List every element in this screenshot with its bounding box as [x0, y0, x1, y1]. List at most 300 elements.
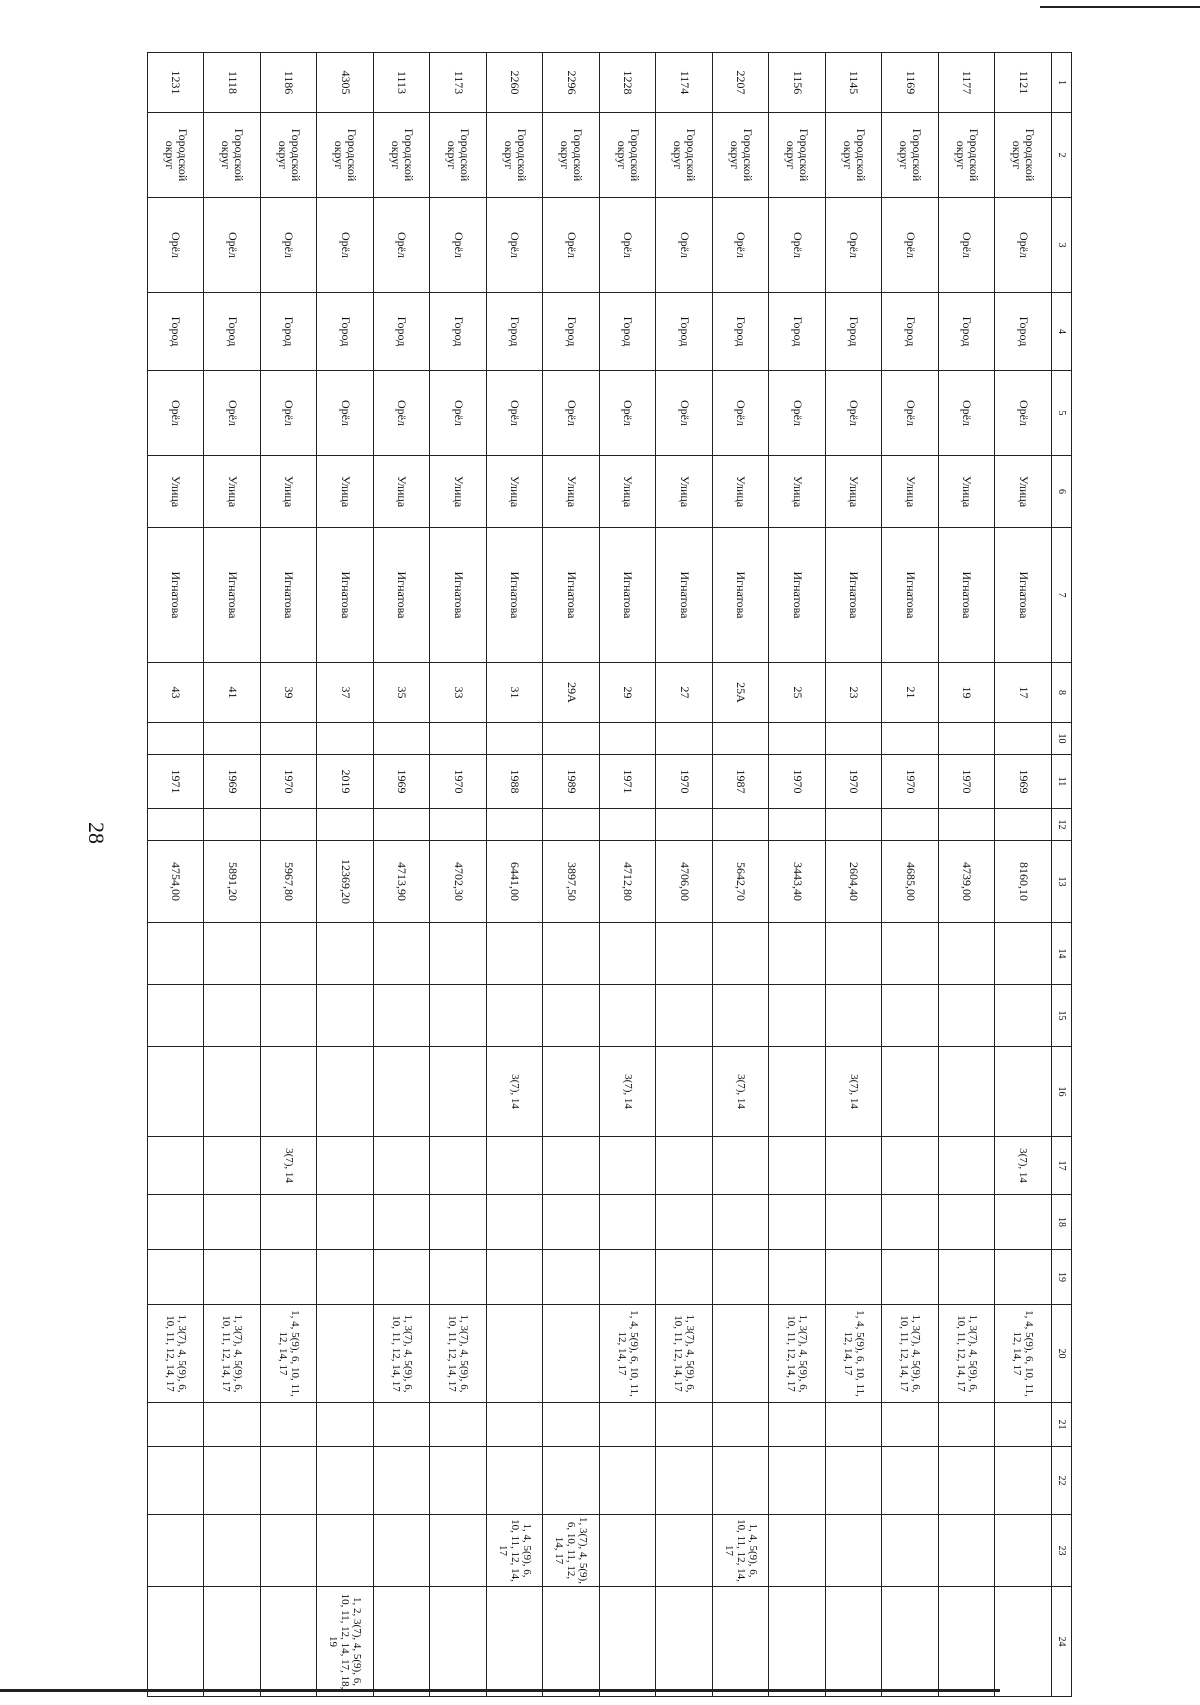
table-cell: Игнатова	[543, 528, 600, 663]
table-cell	[939, 1447, 996, 1515]
table-cell: Городской округ	[430, 113, 487, 198]
table-cell: 4754,00	[148, 841, 205, 923]
rotated-table-container	[148, 52, 1072, 1690]
table-cell: Улица	[882, 456, 939, 528]
table-cell	[656, 723, 713, 755]
table-cell: Игнатова	[374, 528, 431, 663]
table-cell: 17	[995, 663, 1052, 723]
table-cell: 1, 4, 5(9), 6, 10, 11, 12, 14, 17	[995, 1305, 1052, 1403]
table-cell	[882, 1515, 939, 1587]
table-cell: 3(7), 14	[261, 1137, 318, 1195]
table-cell	[939, 985, 996, 1047]
table-cell	[600, 723, 657, 755]
table-row	[374, 53, 431, 1697]
table-row	[656, 53, 713, 1697]
table-cell: 1, 4, 5(9), 6, 10, 11, 12, 14, 17	[600, 1305, 657, 1403]
table-cell: 1969	[204, 755, 261, 809]
table-cell	[543, 809, 600, 841]
table-cell: 1156	[769, 53, 826, 113]
table-row	[148, 53, 205, 1697]
table-cell: Орёл	[204, 371, 261, 456]
table-cell	[713, 985, 770, 1047]
table-cell	[826, 1403, 883, 1447]
table-cell	[826, 1137, 883, 1195]
table-cell	[769, 1447, 826, 1515]
column-number-row	[1052, 53, 1072, 1697]
column-number-cell: 3	[1052, 198, 1072, 293]
table-cell	[374, 985, 431, 1047]
table-cell	[543, 1305, 600, 1403]
table-cell	[543, 923, 600, 985]
table-cell	[769, 1403, 826, 1447]
table-cell	[713, 809, 770, 841]
table-cell	[543, 1137, 600, 1195]
table-cell	[713, 1195, 770, 1250]
table-cell: 1989	[543, 755, 600, 809]
table-cell: Город	[430, 293, 487, 371]
table-cell	[600, 1403, 657, 1447]
table-cell: Город	[713, 293, 770, 371]
column-number-cell: 1	[1052, 53, 1072, 113]
table-cell	[374, 1195, 431, 1250]
table-row	[713, 53, 770, 1697]
column-number-cell: 19	[1052, 1250, 1072, 1305]
table-cell: Город	[261, 293, 318, 371]
table-cell	[148, 1195, 205, 1250]
table-cell: Игнатова	[600, 528, 657, 663]
table-cell	[995, 985, 1052, 1047]
table-cell: 1, 3(7), 4, 5(9), 6, 10, 11, 12, 14, 17	[148, 1305, 205, 1403]
table-cell: Орёл	[939, 371, 996, 456]
table-cell	[939, 1403, 996, 1447]
column-number-cell: 4	[1052, 293, 1072, 371]
table-cell: Орёл	[543, 198, 600, 293]
table-cell	[939, 1137, 996, 1195]
table-cell: Городской округ	[317, 113, 374, 198]
table-cell	[939, 1195, 996, 1250]
table-cell	[430, 923, 487, 985]
table-cell	[995, 1403, 1052, 1447]
table-cell	[882, 1587, 939, 1697]
table-cell: 3(7), 14	[995, 1137, 1052, 1195]
table-cell: 4706,00	[656, 841, 713, 923]
table-cell: Улица	[600, 456, 657, 528]
table-cell	[826, 723, 883, 755]
table-cell	[826, 1447, 883, 1515]
table-cell	[656, 1137, 713, 1195]
table-row	[769, 53, 826, 1697]
table-cell: 4739,00	[939, 841, 996, 923]
table-cell	[769, 809, 826, 841]
table-cell: Город	[656, 293, 713, 371]
table-cell: Орёл	[317, 371, 374, 456]
table-cell: 2019	[317, 755, 374, 809]
table-cell	[261, 1587, 318, 1697]
table-cell	[430, 1403, 487, 1447]
table-cell	[204, 1047, 261, 1137]
table-cell	[317, 1250, 374, 1305]
table-cell: Орёл	[769, 371, 826, 456]
table-row	[543, 53, 600, 1697]
table-cell: Улица	[487, 456, 544, 528]
table-cell	[374, 1250, 431, 1305]
table-cell: Городской округ	[374, 113, 431, 198]
table-cell: Городской округ	[826, 113, 883, 198]
table-cell	[656, 1515, 713, 1587]
table-cell: 1, 3(7), 4, 5(9), 6, 10, 11, 12, 14, 17	[656, 1305, 713, 1403]
table-cell: Орёл	[995, 198, 1052, 293]
table-cell: 1, 4, 5(9), 6, 10, 11, 12, 14, 17	[487, 1515, 544, 1587]
table-cell	[769, 1587, 826, 1697]
table-cell	[713, 1587, 770, 1697]
table-cell: 1970	[939, 755, 996, 809]
table-cell	[148, 923, 205, 985]
table-cell: 25	[769, 663, 826, 723]
table-cell: 3(7), 14	[487, 1047, 544, 1137]
table-cell	[261, 923, 318, 985]
table-cell	[148, 985, 205, 1047]
table-cell: Игнатова	[882, 528, 939, 663]
table-cell: Орёл	[600, 198, 657, 293]
column-number-cell: 5	[1052, 371, 1072, 456]
table-cell	[317, 923, 374, 985]
column-number-cell: 13	[1052, 841, 1072, 923]
table-cell	[995, 1447, 1052, 1515]
table-cell: Улица	[769, 456, 826, 528]
table-cell	[204, 1515, 261, 1587]
table-cell: 3(7), 14	[713, 1047, 770, 1137]
table-cell: 1145	[826, 53, 883, 113]
housing-register-table	[147, 52, 1072, 1697]
table-cell: 2260	[487, 53, 544, 113]
table-cell: Орёл	[317, 198, 374, 293]
table-cell: Орёл	[148, 198, 205, 293]
table-cell: 4685,00	[882, 841, 939, 923]
table-cell	[148, 1250, 205, 1305]
table-cell	[261, 809, 318, 841]
table-cell	[600, 1515, 657, 1587]
table-cell	[826, 1587, 883, 1697]
table-cell: 1231	[148, 53, 205, 113]
table-cell	[317, 1403, 374, 1447]
table-cell	[261, 1403, 318, 1447]
table-cell	[374, 1515, 431, 1587]
table-cell: Городской округ	[713, 113, 770, 198]
table-cell: Орёл	[939, 198, 996, 293]
table-cell	[148, 1403, 205, 1447]
table-cell: Орёл	[656, 371, 713, 456]
table-cell	[882, 1047, 939, 1137]
table-row	[204, 53, 261, 1697]
table-cell: Игнатова	[826, 528, 883, 663]
table-cell	[487, 809, 544, 841]
table-cell: Городской округ	[148, 113, 205, 198]
table-cell	[769, 1250, 826, 1305]
column-number-cell: 15	[1052, 985, 1072, 1047]
table-cell: 1, 4, 5(9), 6, 10, 11, 12, 14, 17	[826, 1305, 883, 1403]
table-cell	[826, 1250, 883, 1305]
table-cell: Улица	[543, 456, 600, 528]
table-cell: Игнатова	[713, 528, 770, 663]
table-cell: 3(7), 14	[600, 1047, 657, 1137]
table-cell: Орёл	[882, 198, 939, 293]
table-cell: 1177	[939, 53, 996, 113]
column-number-cell: 12	[1052, 809, 1072, 841]
table-cell: 4702,30	[430, 841, 487, 923]
table-cell: Город	[487, 293, 544, 371]
table-cell	[769, 985, 826, 1047]
table-cell	[939, 1250, 996, 1305]
table-cell	[487, 923, 544, 985]
table-cell	[826, 985, 883, 1047]
table-cell: 1118	[204, 53, 261, 113]
table-row	[882, 53, 939, 1697]
table-cell: 33	[430, 663, 487, 723]
table-row	[995, 53, 1052, 1697]
table-cell: Городской округ	[261, 113, 318, 198]
table-cell: 1987	[713, 755, 770, 809]
table-cell: Город	[600, 293, 657, 371]
table-cell: 1228	[600, 53, 657, 113]
table-cell: Городской округ	[600, 113, 657, 198]
table-cell	[487, 1250, 544, 1305]
table-cell	[148, 1515, 205, 1587]
table-cell	[713, 1447, 770, 1515]
table-cell	[939, 923, 996, 985]
table-cell	[430, 1047, 487, 1137]
table-cell	[600, 923, 657, 985]
table-row	[600, 53, 657, 1697]
table-cell	[656, 1403, 713, 1447]
table-cell: 4713,90	[374, 841, 431, 923]
table-cell	[600, 1195, 657, 1250]
table-cell: 2296	[543, 53, 600, 113]
table-cell	[487, 1587, 544, 1697]
table-row	[826, 53, 883, 1697]
table-cell	[600, 985, 657, 1047]
table-cell	[600, 1587, 657, 1697]
table-cell: Городской округ	[939, 113, 996, 198]
table-cell	[148, 1047, 205, 1137]
column-number-cell: 10	[1052, 723, 1072, 755]
table-cell	[430, 809, 487, 841]
table-cell	[656, 1447, 713, 1515]
scan-top-edge-line	[1040, 6, 1200, 8]
table-cell: 1971	[148, 755, 205, 809]
table-cell: Орёл	[148, 371, 205, 456]
table-cell	[656, 1250, 713, 1305]
table-cell	[713, 923, 770, 985]
table-cell	[939, 723, 996, 755]
table-cell	[826, 923, 883, 985]
table-cell	[882, 1137, 939, 1195]
table-cell	[882, 1250, 939, 1305]
table-cell	[374, 1587, 431, 1697]
column-number-cell: 21	[1052, 1403, 1072, 1447]
table-cell	[204, 809, 261, 841]
table-cell: Город	[204, 293, 261, 371]
table-cell: Игнатова	[995, 528, 1052, 663]
table-cell: Орёл	[430, 371, 487, 456]
table-cell	[430, 985, 487, 1047]
table-cell	[374, 1403, 431, 1447]
table-cell	[261, 1447, 318, 1515]
table-cell: 41	[204, 663, 261, 723]
table-cell	[430, 723, 487, 755]
table-cell	[600, 809, 657, 841]
table-cell	[487, 1137, 544, 1195]
table-cell: Городской округ	[204, 113, 261, 198]
table-cell: Город	[939, 293, 996, 371]
column-number-cell: 6	[1052, 456, 1072, 528]
table-cell	[882, 923, 939, 985]
table-cell	[374, 723, 431, 755]
table-cell: 1969	[374, 755, 431, 809]
table-cell	[374, 809, 431, 841]
table-cell: Город	[882, 293, 939, 371]
table-cell	[374, 1047, 431, 1137]
table-cell: 1, 3(7), 4, 5(9), 6, 10, 11, 12, 14, 17	[204, 1305, 261, 1403]
table-cell	[487, 1305, 544, 1403]
table-cell: Игнатова	[656, 528, 713, 663]
table-row	[430, 53, 487, 1697]
table-cell	[713, 1137, 770, 1195]
table-cell	[769, 1137, 826, 1195]
table-cell	[995, 1587, 1052, 1697]
table-cell	[995, 1047, 1052, 1137]
table-cell: Орёл	[261, 371, 318, 456]
table-cell	[826, 809, 883, 841]
table-cell: Город	[769, 293, 826, 371]
table-cell: Город	[826, 293, 883, 371]
table-row	[317, 53, 374, 1697]
table-cell	[543, 1047, 600, 1137]
table-cell: Городской округ	[995, 113, 1052, 198]
table-cell: Игнатова	[430, 528, 487, 663]
table-cell: Городской округ	[656, 113, 713, 198]
table-cell: Улица	[317, 456, 374, 528]
table-cell	[713, 723, 770, 755]
table-cell: Игнатова	[204, 528, 261, 663]
table-cell: Город	[148, 293, 205, 371]
table-cell	[317, 1047, 374, 1137]
table-cell: Орёл	[204, 198, 261, 293]
table-cell: Городской округ	[882, 113, 939, 198]
table-cell	[148, 1447, 205, 1515]
table-cell: 4305	[317, 53, 374, 113]
table-cell	[882, 1403, 939, 1447]
table-cell: 5642,70	[713, 841, 770, 923]
table-cell	[204, 1195, 261, 1250]
table-cell	[826, 1195, 883, 1250]
table-cell	[995, 809, 1052, 841]
table-cell	[543, 1250, 600, 1305]
table-cell	[317, 1447, 374, 1515]
table-cell: 1173	[430, 53, 487, 113]
table-cell	[543, 1195, 600, 1250]
table-cell: 5891,20	[204, 841, 261, 923]
table-cell	[882, 723, 939, 755]
table-cell: 2604,40	[826, 841, 883, 923]
column-number-cell: 23	[1052, 1515, 1072, 1587]
table-cell	[939, 1587, 996, 1697]
table-cell: 35	[374, 663, 431, 723]
column-number-cell: 8	[1052, 663, 1072, 723]
table-cell	[204, 723, 261, 755]
table-cell	[487, 1403, 544, 1447]
table-cell	[430, 1250, 487, 1305]
table-cell: Игнатова	[769, 528, 826, 663]
table-cell	[148, 723, 205, 755]
table-cell: 21	[882, 663, 939, 723]
table-cell	[543, 1447, 600, 1515]
table-row	[487, 53, 544, 1697]
table-cell	[204, 1403, 261, 1447]
table-cell: 3(7), 14	[826, 1047, 883, 1137]
table-cell	[995, 1250, 1052, 1305]
table-cell: Орёл	[261, 198, 318, 293]
table-cell	[204, 1447, 261, 1515]
table-cell	[882, 985, 939, 1047]
table-cell: Орёл	[374, 198, 431, 293]
table-cell	[995, 1195, 1052, 1250]
table-cell: Городской округ	[487, 113, 544, 198]
table-cell: 4712,80	[600, 841, 657, 923]
table-cell: 1, 2, 3(7), 4, 5(9), 6, 10, 11, 12, 14, 17, 18, 19	[317, 1587, 374, 1697]
column-number-cell: 17	[1052, 1137, 1072, 1195]
table-cell	[317, 723, 374, 755]
table-cell: Улица	[995, 456, 1052, 528]
table-cell: Улица	[939, 456, 996, 528]
table-cell: 1, 3(7), 4, 5(9), 6, 10, 11, 12, 14, 17	[939, 1305, 996, 1403]
table-cell	[261, 1195, 318, 1250]
table-cell: 19	[939, 663, 996, 723]
table-cell: 1970	[430, 755, 487, 809]
table-cell	[430, 1195, 487, 1250]
table-cell: Улица	[656, 456, 713, 528]
table-cell: 27	[656, 663, 713, 723]
table-cell: Орёл	[487, 371, 544, 456]
table-cell	[543, 1403, 600, 1447]
table-row	[261, 53, 318, 1697]
table-cell: Город	[317, 293, 374, 371]
table-cell: 1174	[656, 53, 713, 113]
table-cell	[374, 1137, 431, 1195]
table-cell: Игнатова	[261, 528, 318, 663]
table-cell	[600, 1447, 657, 1515]
table-cell	[204, 923, 261, 985]
column-number-cell: 18	[1052, 1195, 1072, 1250]
table-cell: Улица	[374, 456, 431, 528]
table-cell	[261, 1047, 318, 1137]
table-cell	[713, 1403, 770, 1447]
table-cell: Игнатова	[487, 528, 544, 663]
table-cell	[600, 1137, 657, 1195]
table-cell	[148, 1587, 205, 1697]
table-cell	[317, 1305, 374, 1403]
table-cell	[826, 1515, 883, 1587]
table-cell	[939, 1047, 996, 1137]
column-number-cell: 7	[1052, 528, 1072, 663]
table-cell	[769, 923, 826, 985]
table-cell: Орёл	[656, 198, 713, 293]
table-cell	[882, 809, 939, 841]
table-cell	[656, 1195, 713, 1250]
page-number: 28	[84, 822, 109, 844]
table-cell	[430, 1587, 487, 1697]
table-cell: 1113	[374, 53, 431, 113]
table-cell	[204, 985, 261, 1047]
